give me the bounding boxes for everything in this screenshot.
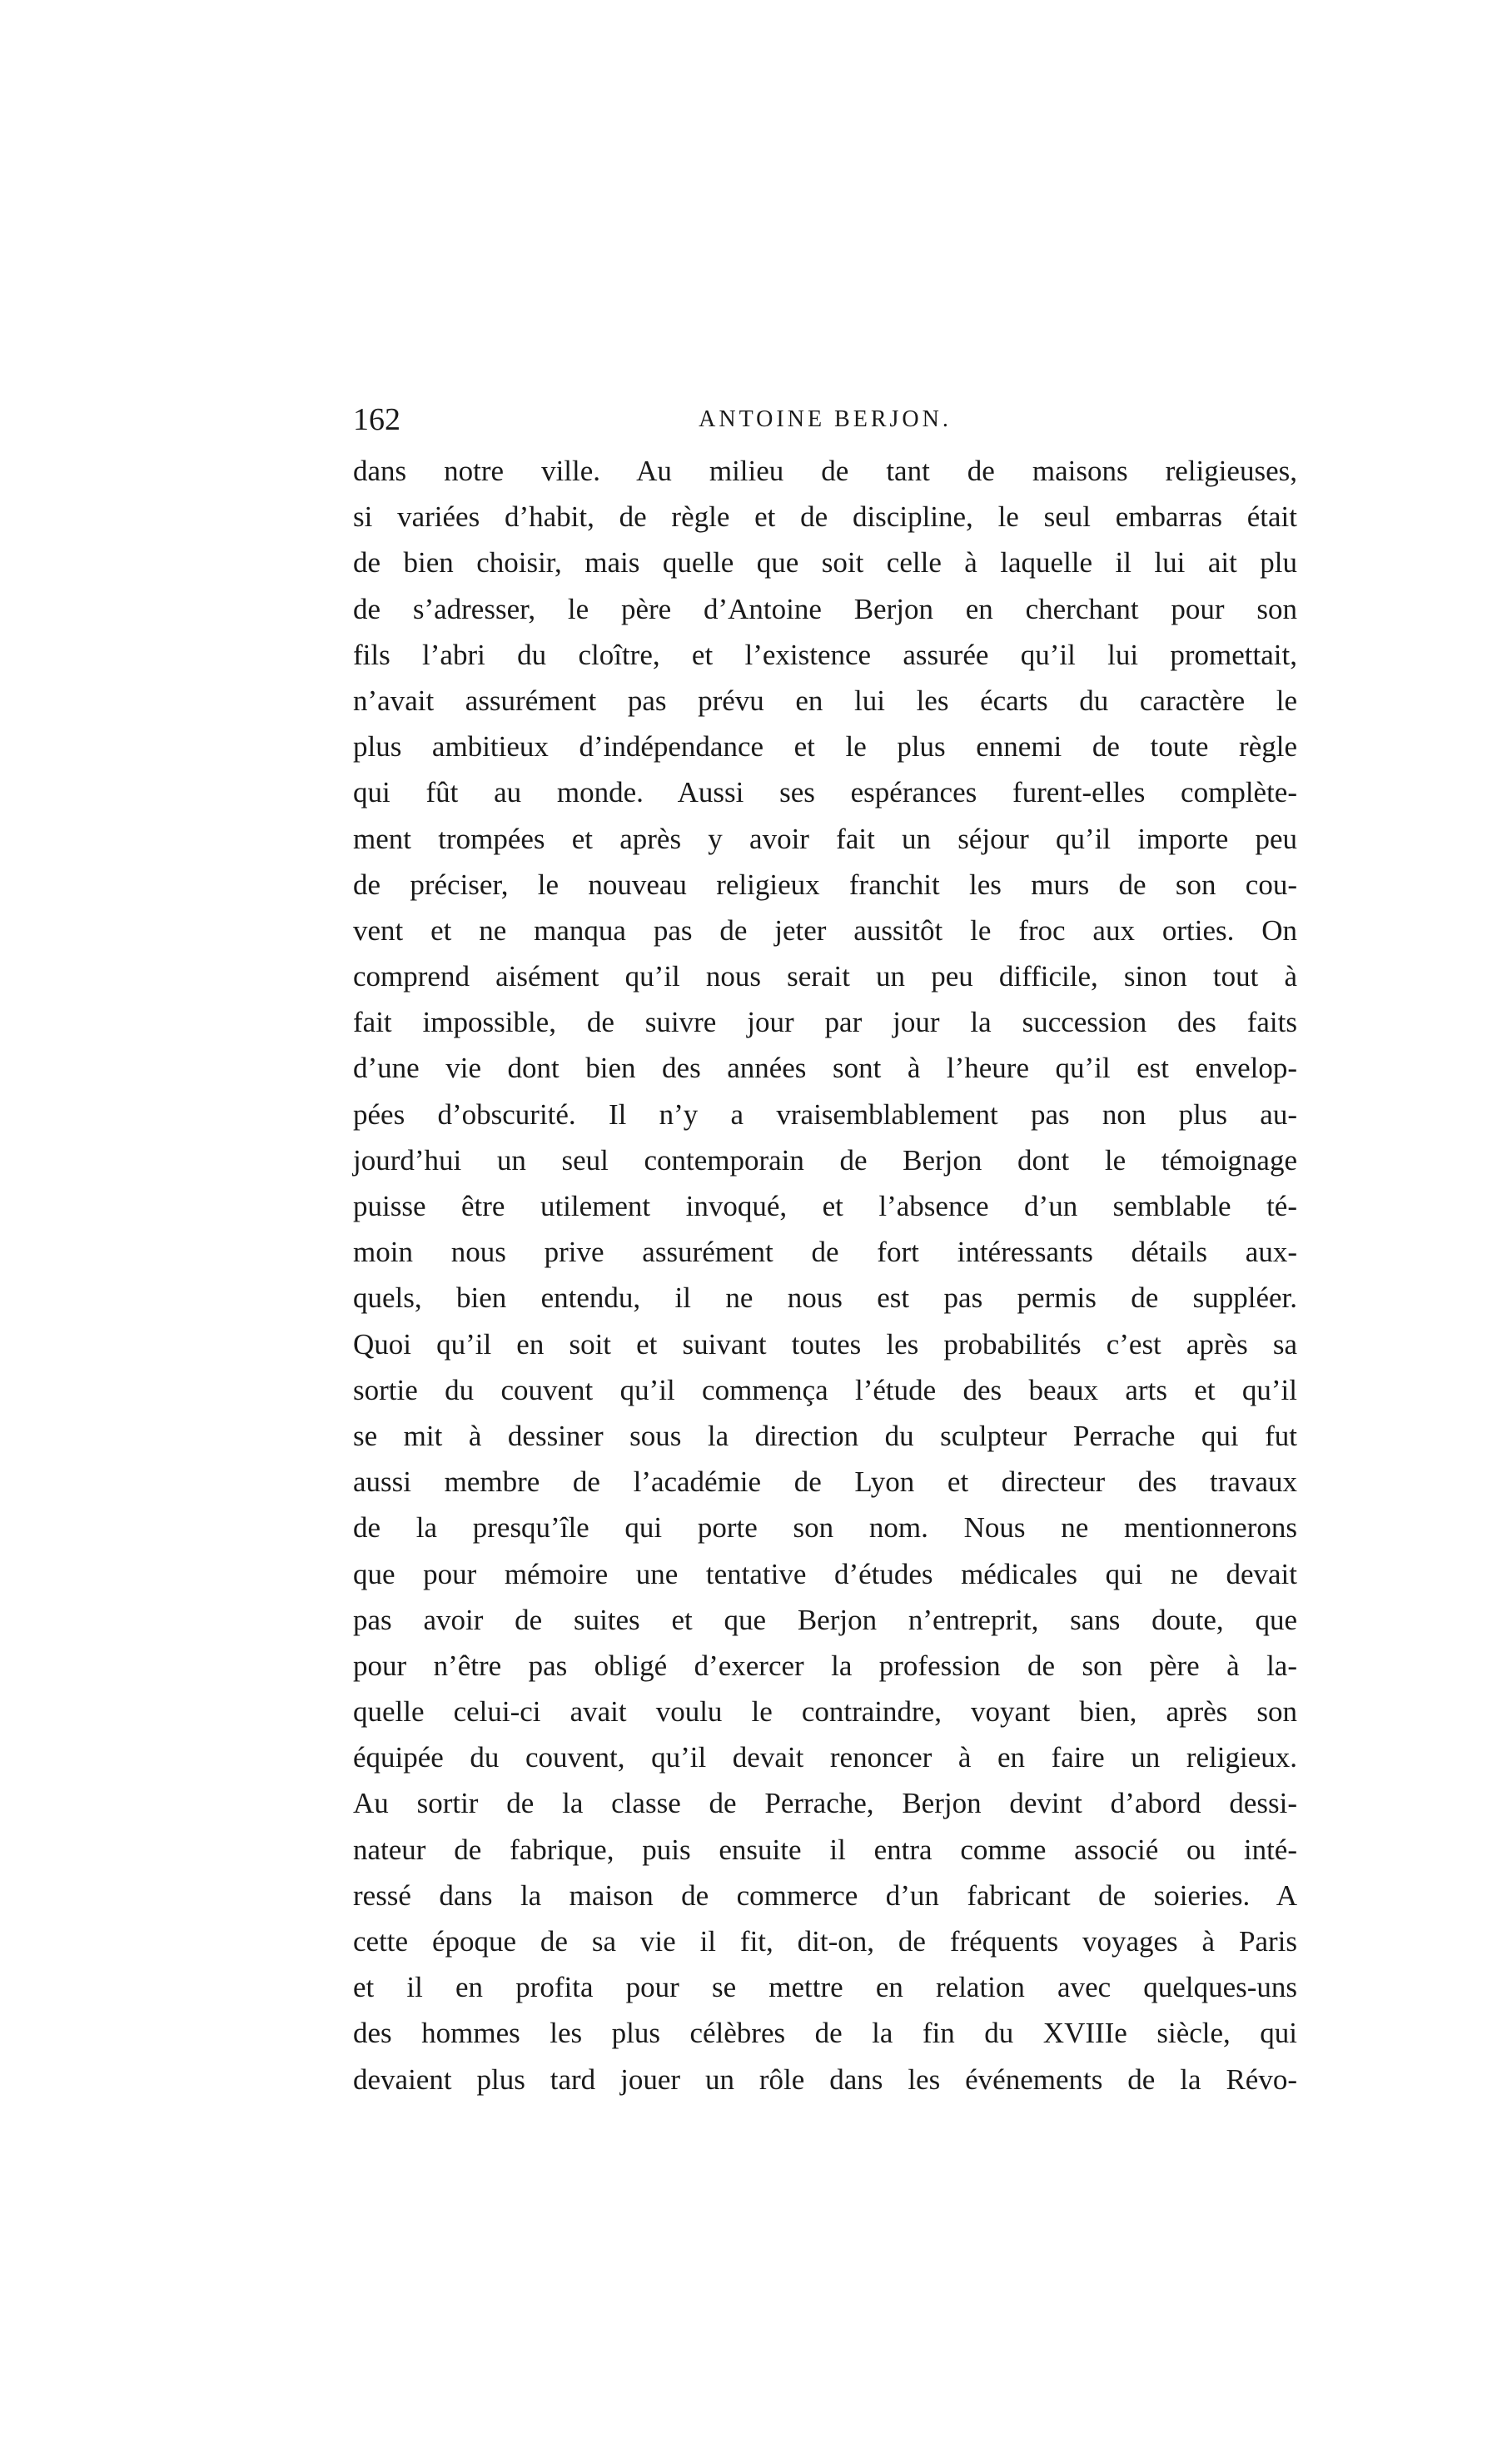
text-line: fait impossible, de suivre jour par jour la succession des faits <box>353 1006 1297 1039</box>
text-line: et il en profita pour se mettre en relation avec quelques-uns <box>353 1971 1297 2004</box>
text-line: moin nous prive assurément de fort intéressants détails aux- <box>353 1236 1297 1269</box>
text-line: plus ambitieux d’indépendance et le plus ennemi de toute règle <box>353 730 1297 764</box>
text-line: de la presqu’île qui porte son nom. Nous ne mentionnerons <box>353 1511 1297 1545</box>
text-line: puisse être utilement invoqué, et l’absence d’un semblable té- <box>353 1190 1297 1222</box>
running-title: ANTOINE BERJON. <box>699 406 952 432</box>
text-line: que pour mémoire une tentative d’études médicales qui ne devait <box>353 1557 1297 1590</box>
text-line: si variées d’habit, de règle et de discipline, le seul embarras était <box>353 500 1297 534</box>
text-line: se mit à dessiner sous la direction du sculpteur Perrache qui fut <box>353 1419 1297 1452</box>
text-line: ressé dans la maison de commerce d’un fabricant de soieries. A <box>353 1878 1297 1912</box>
text-line: Quoi qu’il en soit et suivant toutes les probabilités c’est après sa <box>353 1327 1297 1361</box>
text-line: ment trompées et après y avoir fait un séjour qu’il importe peu <box>353 822 1297 855</box>
text-line: quels, bien entendu, il ne nous est pas permis de suppléer. <box>353 1281 1297 1315</box>
text-line: équipée du couvent, qu’il devait renoncer à en faire un religieux. <box>353 1741 1297 1774</box>
text-line: vent et ne manqua pas de jeter aussitôt le froc aux orties. On <box>353 913 1297 947</box>
text-line: de s’adresser, le père d’Antoine Berjon en cherchant pour son <box>353 592 1297 625</box>
text-line: qui fût au monde. Aussi ses espérances furent-elles complète- <box>353 776 1297 809</box>
text-line: de bien choisir, mais quelle que soit celle à laquelle il lui ait plu <box>353 546 1297 580</box>
text-line: jourd’hui un seul contemporain de Berjon dont le témoignage <box>353 1143 1297 1177</box>
text-line: aussi membre de l’académie de Lyon et directeur des travaux <box>353 1465 1297 1499</box>
running-head <box>353 398 1297 441</box>
text-line: cette époque de sa vie il fit, dit-on, de fréquents voyages à Paris <box>353 1925 1297 1958</box>
text-line: nateur de fabrique, puis ensuite il entra comme associé ou inté- <box>353 1833 1297 1866</box>
text-line: d’une vie dont bien des années sont à l’heure qu’il est envelop- <box>353 1052 1297 1085</box>
page-number: 162 <box>353 402 400 437</box>
text-line: dans notre ville. Au milieu de tant de maisons religieuses, <box>353 455 1297 487</box>
text-line: quelle celui-ci avait voulu le contraindre, voyant bien, après son <box>353 1695 1297 1729</box>
text-line: pées d’obscurité. Il n’y a vraisemblablement pas non plus au- <box>353 1097 1297 1131</box>
text-line: fils l’abri du cloître, et l’existence assurée qu’il lui promettait, <box>353 638 1297 671</box>
text-line: de préciser, le nouveau religieux franchit les murs de son cou- <box>353 868 1297 901</box>
text-line: des hommes les plus célèbres de la fin du XVIIIe siècle, qui <box>353 2017 1297 2050</box>
text-line: pas avoir de suites et que Berjon n’entreprit, sans doute, que <box>353 1603 1297 1636</box>
text-line: Au sortir de la classe de Perrache, Berjon devint d’abord dessi- <box>353 1787 1297 1820</box>
body-text <box>353 448 1297 2102</box>
text-line: sortie du couvent qu’il commença l’étude des beaux arts et qu’il <box>353 1373 1297 1406</box>
text-line: devaient plus tard jouer un rôle dans les événements de la Révo- <box>353 2062 1297 2096</box>
text-line: pour n’être pas obligé d’exercer la profession de son père à la- <box>353 1649 1297 1682</box>
text-line: comprend aisément qu’il nous serait un peu difficile, sinon tout à <box>353 960 1297 993</box>
text-line: n’avait assurément pas prévu en lui les écarts du caractère le <box>353 684 1297 717</box>
